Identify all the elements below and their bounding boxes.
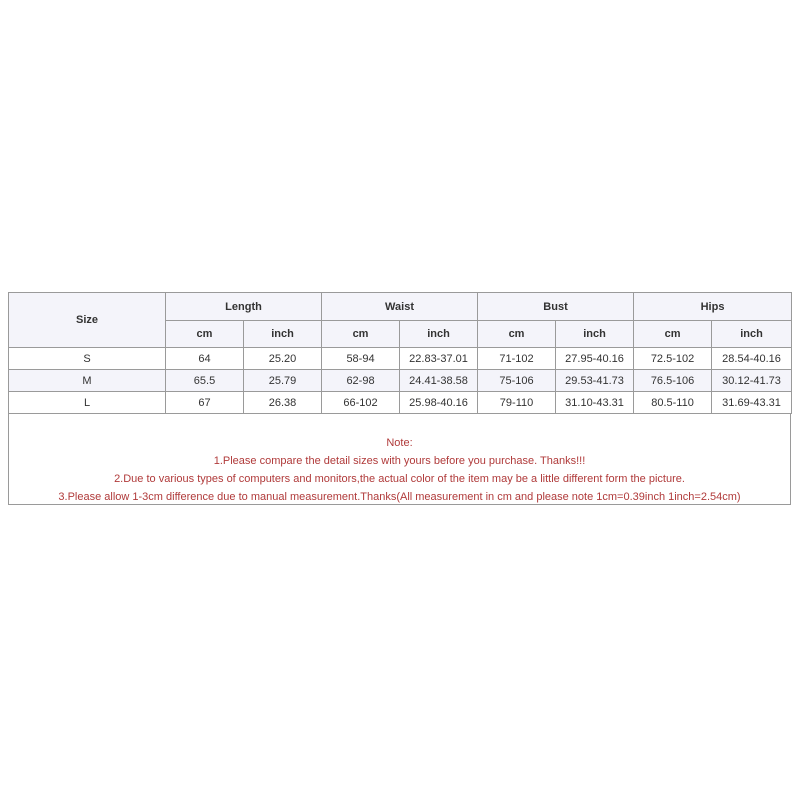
- table-cell: 31.10-43.31: [556, 392, 634, 414]
- table-cell: 79-110: [478, 392, 556, 414]
- size-cell: S: [9, 348, 166, 370]
- table-cell: 66-102: [322, 392, 400, 414]
- table-row: [9, 392, 792, 414]
- unit-header: inch: [712, 321, 792, 348]
- table-cell: 62-98: [322, 370, 400, 392]
- table-cell: 30.12-41.73: [712, 370, 792, 392]
- table-row: [9, 370, 792, 392]
- table-cell: 72.5-102: [634, 348, 712, 370]
- size-table: [8, 292, 792, 414]
- table-cell: 25.20: [244, 348, 322, 370]
- size-header: Size: [9, 293, 166, 348]
- table-cell: 29.53-41.73: [556, 370, 634, 392]
- group-header-waist: Waist: [322, 293, 478, 321]
- table-cell: 27.95-40.16: [556, 348, 634, 370]
- size-chart: [8, 292, 791, 505]
- table-row: [9, 348, 792, 370]
- table-cell: 80.5-110: [634, 392, 712, 414]
- table-cell: 65.5: [166, 370, 244, 392]
- table-cell: 31.69-43.31: [712, 392, 792, 414]
- notes-box: [8, 414, 791, 505]
- unit-header: cm: [478, 321, 556, 348]
- table-cell: 67: [166, 392, 244, 414]
- unit-header: cm: [634, 321, 712, 348]
- table-cell: 22.83-37.01: [400, 348, 478, 370]
- unit-header: cm: [322, 321, 400, 348]
- table-cell: 76.5-106: [634, 370, 712, 392]
- group-header-row: [9, 293, 792, 321]
- table-cell: 24.41-38.58: [400, 370, 478, 392]
- size-cell: M: [9, 370, 166, 392]
- note-line: 3.Please allow 1-3cm difference due to manual measurement.Thanks(All measurement in cm and please note 1cm=0.39inch 1inch=2.54cm): [58, 491, 741, 503]
- table-cell: 25.79: [244, 370, 322, 392]
- table-cell: 58-94: [322, 348, 400, 370]
- group-header-hips: Hips: [634, 293, 792, 321]
- table-cell: 75-106: [478, 370, 556, 392]
- table-cell: 26.38: [244, 392, 322, 414]
- note-line: 2.Due to various types of computers and monitors,the actual color of the item may be a little different form the picture.: [114, 473, 685, 485]
- group-header-length: Length: [166, 293, 322, 321]
- unit-header: inch: [400, 321, 478, 348]
- note-line: 1.Please compare the detail sizes with yours before you purchase. Thanks!!!: [213, 455, 586, 467]
- unit-header: cm: [166, 321, 244, 348]
- table-cell: 28.54-40.16: [712, 348, 792, 370]
- group-header-bust: Bust: [478, 293, 634, 321]
- table-cell: 64: [166, 348, 244, 370]
- table-cell: 71-102: [478, 348, 556, 370]
- unit-header: inch: [556, 321, 634, 348]
- note-title: Note:: [386, 437, 413, 449]
- unit-header: inch: [244, 321, 322, 348]
- size-cell: L: [9, 392, 166, 414]
- table-cell: 25.98-40.16: [400, 392, 478, 414]
